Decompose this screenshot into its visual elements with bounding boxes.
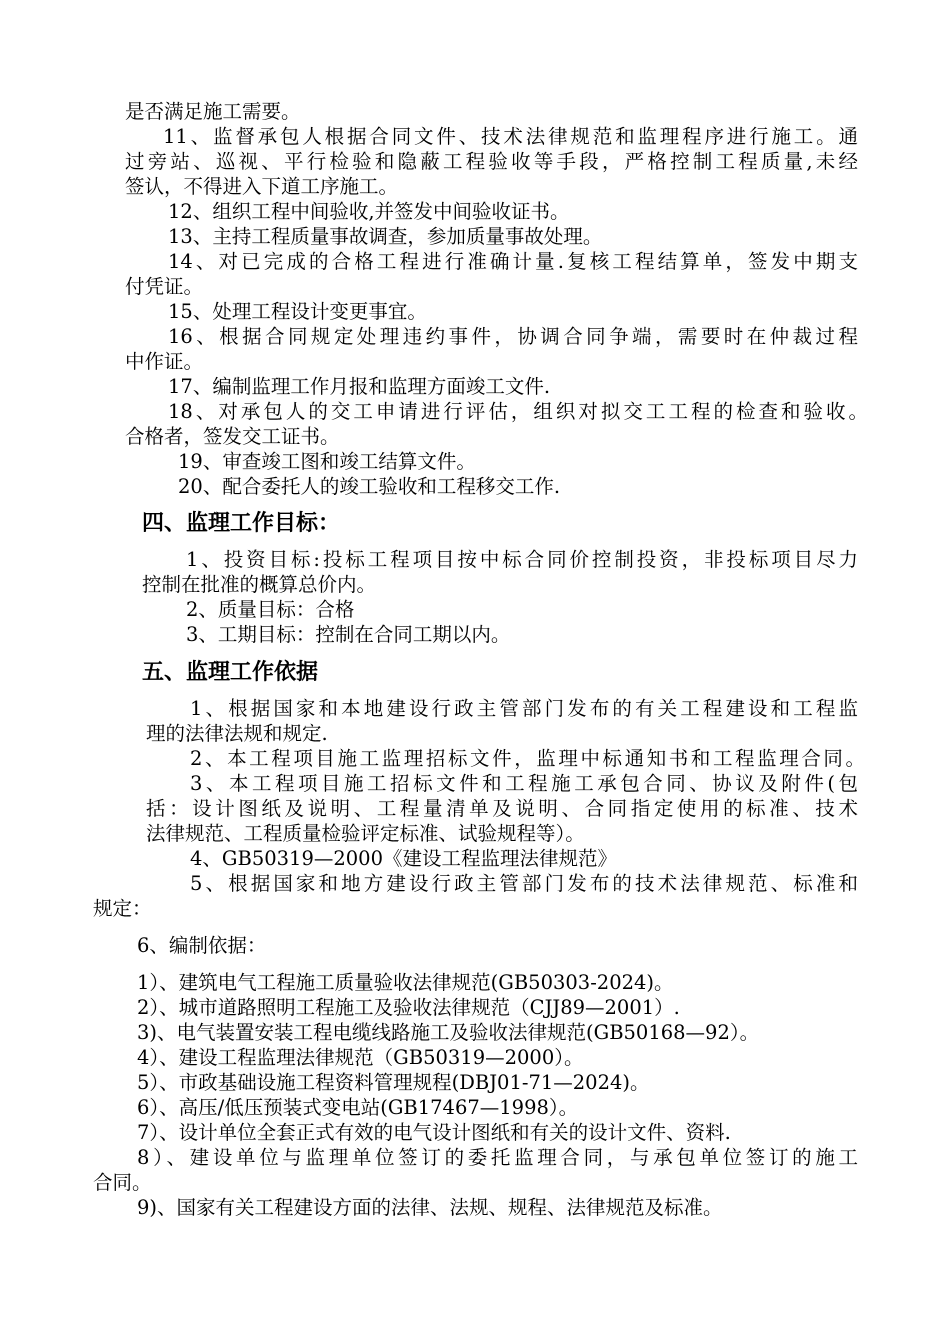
item-14-line-2: 付凭证。 (125, 275, 204, 298)
basis-2: 2、本工程项目施工监理招标文件，监理中标通知书和工程监理合同。 (190, 747, 865, 770)
reference-8-line-1: 8）、建设单位与监理单位签订的委托监理合同，与承包单位签订的施工 (137, 1146, 858, 1169)
reference-2: 2）、城市道路照明工程施工及验收法律规范（CJJ89—2001）. (137, 996, 680, 1019)
item-14-line-1: 14、对已完成的合格工程进行准确计量.复核工程结算单，签发中期支 (168, 250, 858, 273)
item-16-line-1: 16、根据合同规定处理违约事件，协调合同争端，需要时在仲裁过程 (168, 325, 858, 348)
item-11-line-1: 11、监督承包人根据合同文件、技术法律规范和监理程序进行施工。通 (163, 125, 858, 148)
basis-5-line-2: 规定： (93, 897, 152, 920)
basis-3-line-2: 括：设计图纸及说明、工程量清单及说明、合同指定使用的标准、技术 (146, 797, 858, 820)
reference-9: 9)、国家有关工程建设方面的法律、法规、规程、法律规范及标准。 (137, 1196, 723, 1219)
reference-6: 6）、高压/低压预装式变电站(GB17467—1998）。 (137, 1096, 579, 1119)
goal-1-line-1: 1、投资目标:投标工程项目按中标合同价控制投资，非投标项目尽力 (186, 548, 858, 571)
section-heading-5: 五、监理工作依据 (142, 660, 319, 685)
reference-7: 7）、设计单位全套正式有效的电气设计图纸和有关的设计文件、资料. (137, 1121, 731, 1144)
item-18-line-1: 18、对承包人的交工申请进行评估，组织对拟交工工程的检查和验收。 (168, 400, 868, 423)
goal-3: 3、工期目标：控制在合同工期以内。 (186, 623, 511, 646)
basis-3-line-3: 法律规范、工程质量检验评定标准、试验规程等）。 (146, 822, 585, 845)
basis-1-line-1: 1、根据国家和本地建设行政主管部门发布的有关工程建设和工程监 (190, 697, 858, 720)
reference-1: 1）、建筑电气工程施工质量验收法律规范(GB50303-2024)。 (137, 971, 674, 994)
goal-2: 2、质量目标：合格 (186, 598, 355, 621)
item-20: 20、配合委托人的竣工验收和工程移交工作. (178, 475, 561, 498)
item-18-line-2: 合格者，签发交工证书。 (125, 425, 340, 448)
item-19: 19、审查竣工图和竣工结算文件。 (178, 450, 476, 473)
item-13: 13、主持工程质量事故调查，参加质量事故处理。 (168, 225, 603, 248)
section-heading-4: 四、监理工作目标： (142, 511, 341, 536)
reference-4: 4）、建设工程监理法律规范（GB50319—2000）。 (137, 1046, 584, 1069)
item-17: 17、编制监理工作月报和监理方面竣工文件. (168, 375, 551, 398)
paragraph-line: 是否满足施工需要。 (125, 100, 301, 123)
basis-1-line-2: 理的法律法规和规定. (146, 722, 328, 745)
reference-8-line-2: 合同。 (93, 1171, 152, 1194)
item-11-line-3: 签认，不得进入下道工序施工。 (125, 175, 399, 198)
basis-4: 4、GB50319—2000《建设工程监理法律规范》 (190, 847, 617, 870)
goal-1-line-2: 控制在批准的概算总价内。 (142, 573, 377, 596)
basis-5-line-1: 5、根据国家和地方建设行政主管部门发布的技术法律规范、标准和 (190, 872, 858, 895)
reference-3: 3)、电气装置安装工程电缆线路施工及验收法律规范(GB50168—92）。 (137, 1021, 760, 1044)
item-15: 15、处理工程设计变更事宜。 (168, 300, 427, 323)
item-11-line-2: 过旁站、巡视、平行检验和隐蔽工程验收等手段，严格控制工程质量,未经 (125, 150, 858, 173)
basis-6: 6、编制依据： (137, 934, 267, 957)
reference-5: 5）、市政基础设施工程资料管理规程(DBJ01-71—2024)。 (137, 1071, 650, 1094)
item-12: 12、组织工程中间验收,并签发中间验收证书。 (168, 200, 570, 223)
basis-3-line-1: 3、本工程项目施工招标文件和工程施工承包合同、协议及附件(包 (190, 772, 858, 795)
item-16-line-2: 中作证。 (125, 350, 204, 373)
